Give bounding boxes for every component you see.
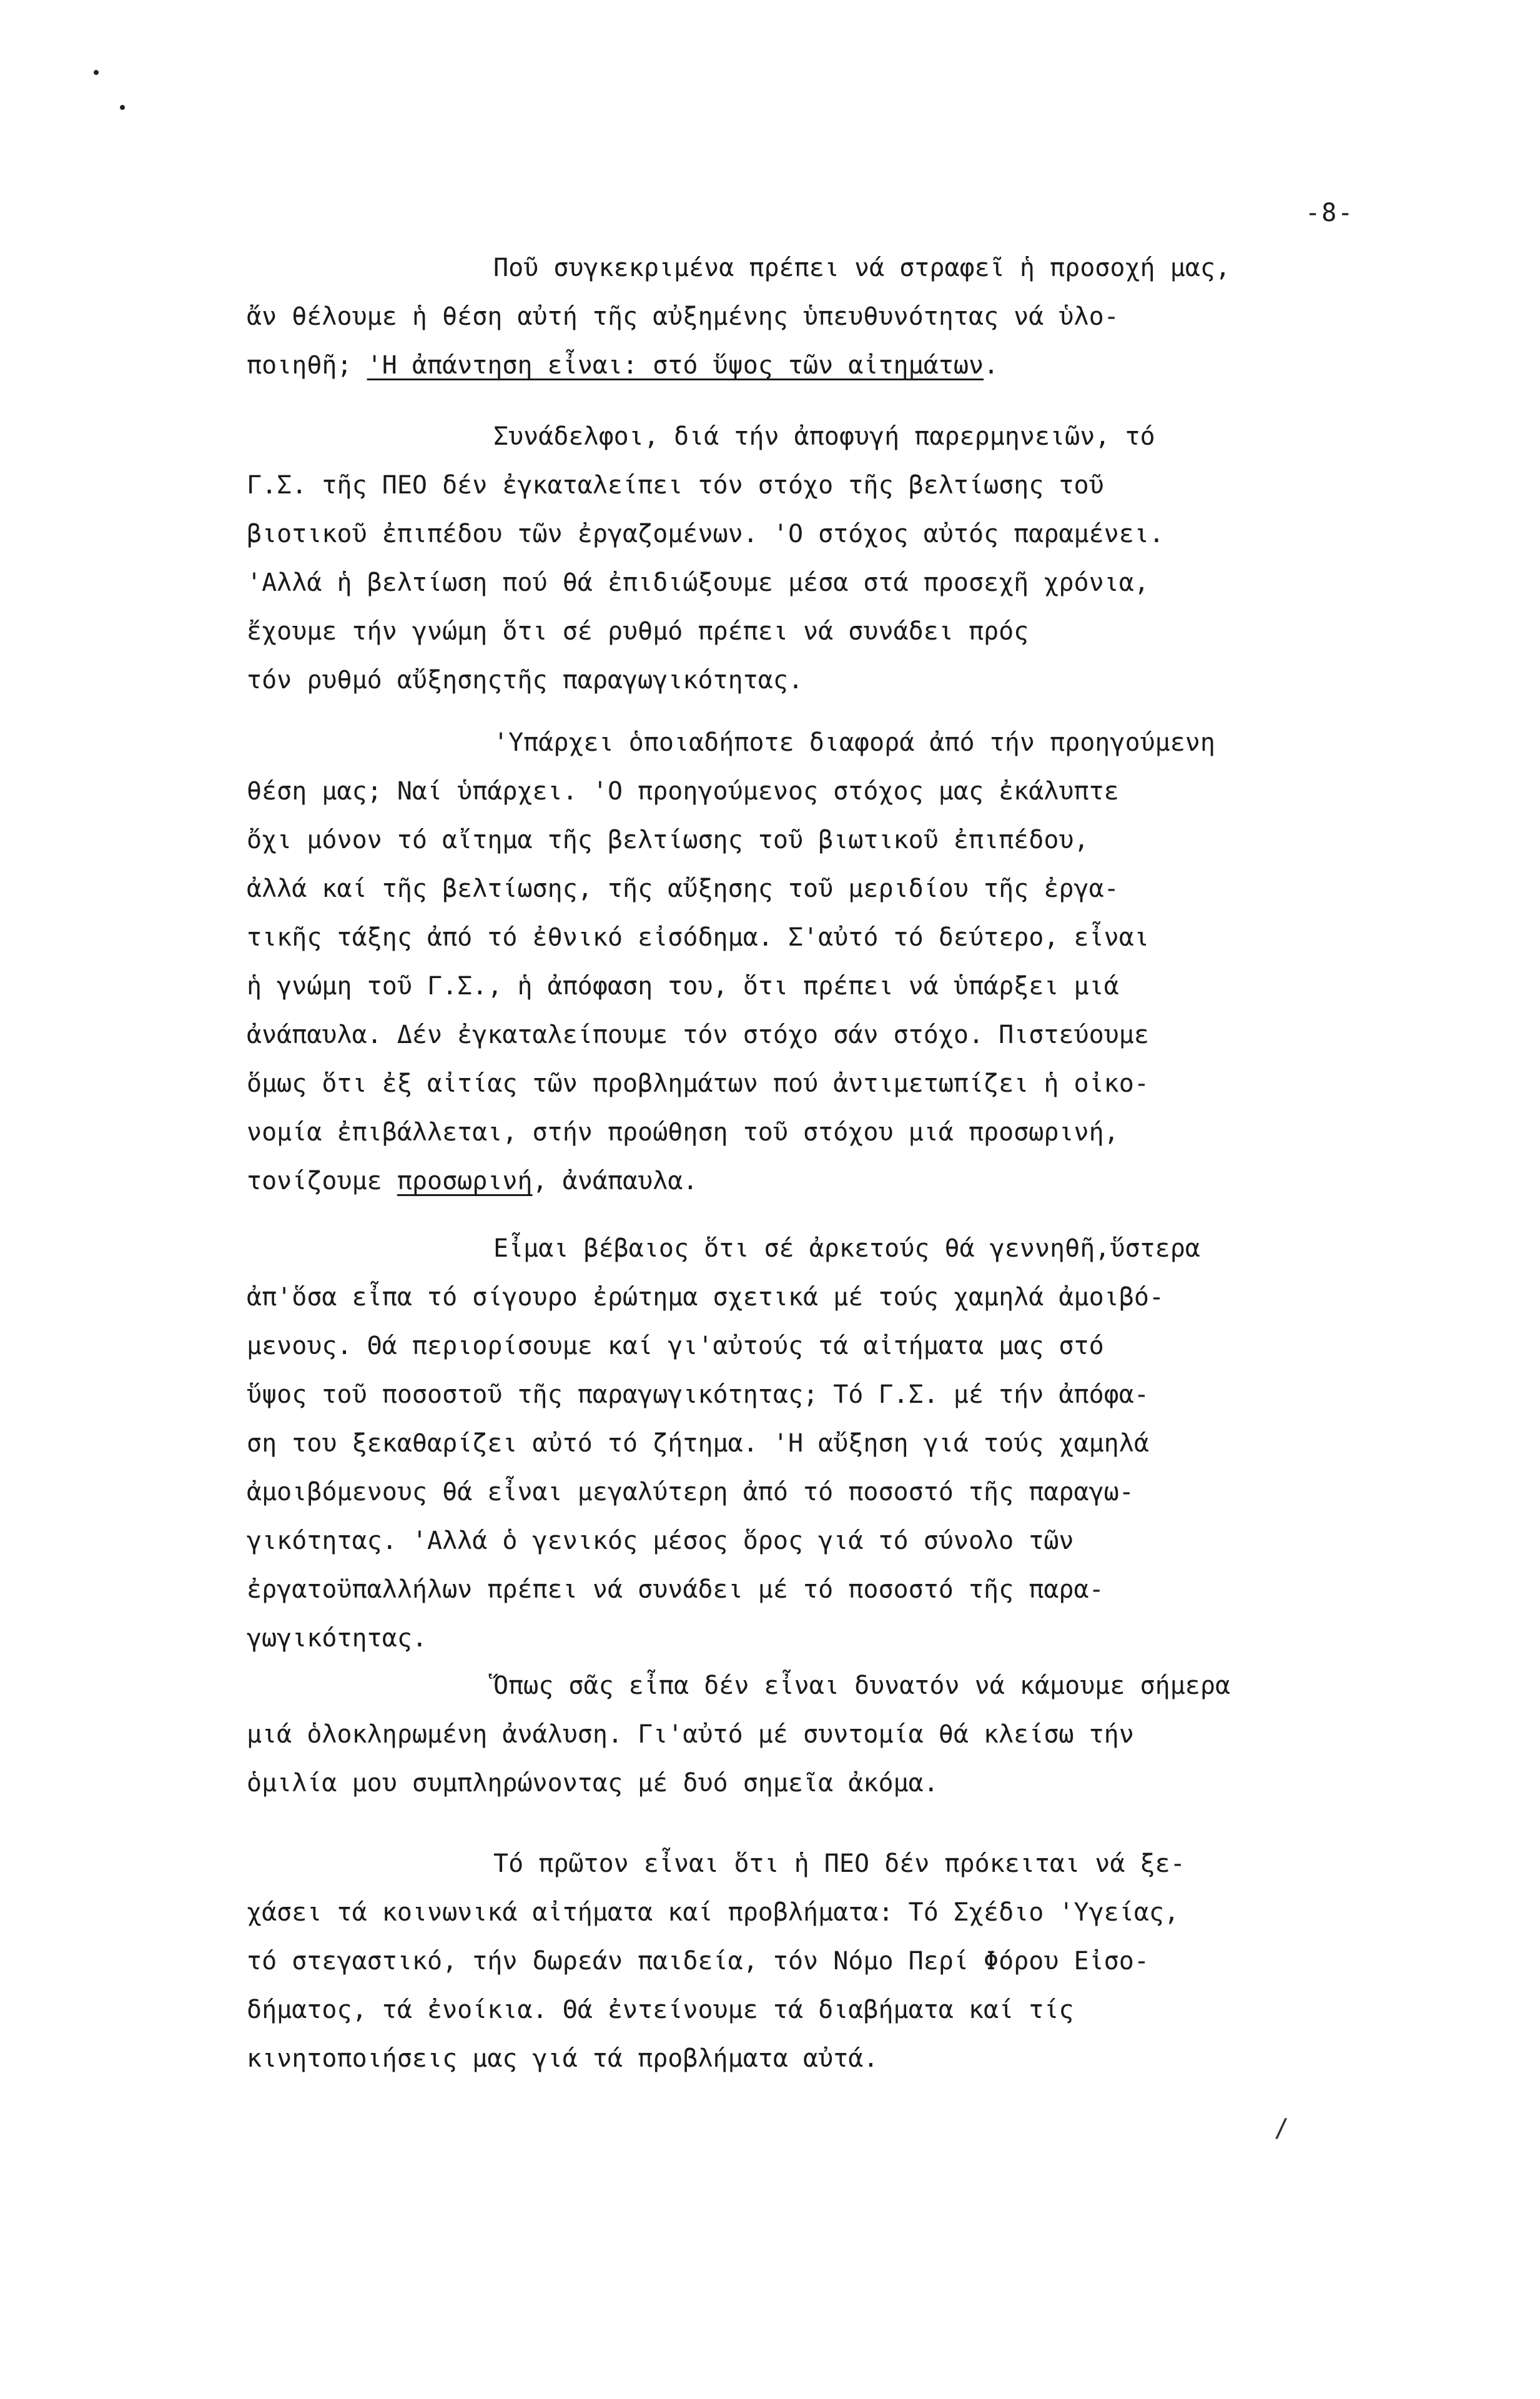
text-run: ἀμοιβόμενους θά εἶναι μεγαλύτερη ἀπό τό ποσοστό τῆς παραγω-	[247, 1478, 1134, 1506]
text-line	[247, 1370, 1433, 1419]
text-run: ὁμιλία μου συμπληρώνοντας μέ δυό σημεῖα ἀκόμα.	[247, 1769, 939, 1798]
text-run: τό στεγαστικό, τήν δωρεάν παιδεία, τόν Νόμο Περί Φόρου Εἰσο-	[247, 1947, 1149, 1976]
text-line	[247, 656, 1433, 705]
text-line	[247, 864, 1433, 913]
underlined-text: 'Η ἀπάντηση εἶναι: στό ὕψος τῶν αἰτημάτων	[367, 351, 984, 380]
text-line	[247, 1565, 1433, 1614]
text-line	[247, 341, 1433, 390]
text-line	[247, 1419, 1433, 1468]
text-line	[247, 1888, 1433, 1937]
text-line	[247, 1839, 1433, 1888]
text-line	[247, 816, 1433, 864]
text-run: μιά ὁλοκληρωμένη ἀνάλυση. Γι'αὐτό μέ συντομία θά κλείσω τήν	[247, 1720, 1134, 1749]
text-run: νομία ἐπιβάλλεται, στήν προώθηση τοῦ στόχου μιά προσωρινή,	[247, 1118, 1119, 1147]
underlined-text: προσωρινή	[397, 1167, 533, 1195]
page-number: -8-	[1305, 199, 1355, 227]
text-line	[247, 1157, 1433, 1205]
text-run: ἀνάπαυλα. Δέν ἐγκαταλείπουμε τόν στόχο σάν στόχο. Πιστεύουμε	[247, 1021, 1149, 1049]
text-line	[247, 1986, 1433, 2034]
text-line	[247, 2034, 1433, 2083]
text-run: ση του ξεκαθαρίζει αὐτό τό ζήτημα. 'Η αὔξηση γιά τούς χαμηλά	[247, 1429, 1149, 1458]
text-line	[247, 1273, 1433, 1322]
text-run: ἡ γνώμη τοῦ Γ.Σ., ἡ ἀπόφαση του, ὅτι πρέπει νά ὑπάρξει μιά	[247, 972, 1119, 1001]
text-line	[247, 1614, 1433, 1663]
text-line	[247, 1468, 1433, 1516]
text-run: Εἶμαι βέβαιος ὅτι σέ ἀρκετούς θά γεννηθῆ,ὕστερα	[493, 1234, 1200, 1263]
text-line	[247, 244, 1433, 292]
text-line	[247, 718, 1433, 767]
text-run: ἄν θέλουμε ἡ θέση αὐτή τῆς αὐξημένης ὑπευθυνότητας νά ὑλο-	[247, 302, 1119, 331]
text-run: γωγικότητας.	[247, 1624, 427, 1653]
text-run: ποιηθῆ;	[247, 351, 367, 380]
text-run: χάσει τά κοινωνικά αἰτήματα καί προβλήματα: Τό Σχέδιο 'Υγείας,	[247, 1898, 1180, 1927]
paragraph	[247, 1839, 1433, 2083]
scan-speck	[120, 105, 125, 110]
text-run: βιοτικοῦ ἐπιπέδου τῶν ἐργαζομένων. 'Ο στόχος αὐτός παραμένει.	[247, 520, 1165, 548]
text-run: ἀλλά καί τῆς βελτίωσης, τῆς αὔξησης τοῦ μεριδίου τῆς ἐργα-	[247, 874, 1119, 903]
text-line	[247, 1011, 1433, 1059]
text-line	[247, 510, 1433, 558]
text-run: 'Υπάρχει ὁποιαδήποτε διαφορά ἀπό τήν προηγούμενη	[493, 728, 1215, 757]
text-run: γικότητας. 'Αλλά ὁ γενικός μέσος ὅρος γιά τό σύνολο τῶν	[247, 1526, 1074, 1555]
text-run: Τό πρῶτον εἶναι ὅτι ἡ ΠΕΟ δέν πρόκειται νά ξε-	[493, 1849, 1185, 1878]
text-line	[247, 913, 1433, 962]
paragraph	[247, 244, 1433, 390]
text-line	[247, 1322, 1433, 1370]
text-line	[247, 558, 1433, 607]
text-line	[247, 1661, 1433, 1710]
text-run: Συνάδελφοι, διά τήν ἀποφυγή παρερμηνειῶν, τό	[493, 422, 1155, 451]
text-line	[247, 607, 1433, 656]
paragraph	[247, 718, 1433, 1205]
end-mark: /	[1274, 2114, 1290, 2143]
text-run: μενους. Θά περιορίσουμε καί γι'αὐτούς τά αἰτήματα μας στό	[247, 1332, 1104, 1360]
paragraph	[247, 412, 1433, 705]
text-run: τονίζουμε	[247, 1167, 397, 1195]
text-run: κινητοποιήσεις μας γιά τά προβλήματα αὐτά.	[247, 2044, 879, 2073]
text-line	[247, 962, 1433, 1011]
paragraph	[247, 1661, 1433, 1808]
text-line	[247, 1108, 1433, 1157]
text-line	[247, 292, 1433, 341]
text-run: .	[984, 351, 999, 380]
text-run: Γ.Σ. τῆς ΠΕΟ δέν ἐγκαταλείπει τόν στόχο τῆς βελτίωσης τοῦ	[247, 471, 1104, 500]
text-run: τόν ρυθμό αὔξησηςτῆς παραγωγικότητας.	[247, 666, 804, 695]
text-line	[247, 1224, 1433, 1273]
text-line	[247, 767, 1433, 816]
text-run: τικῆς τάξης ἀπό τό ἐθνικό εἰσόδημα. Σ'αὐτό τό δεύτερο, εἶναι	[247, 923, 1149, 952]
text-line	[247, 412, 1433, 461]
text-run: θέση μας; Ναί ὑπάρχει. 'Ο προηγούμενος στόχος μας ἐκάλυπτε	[247, 777, 1119, 806]
scan-speck	[94, 70, 99, 75]
text-run: ἔχουμε τήν γνώμη ὅτι σέ ρυθμό πρέπει νά συνάδει πρός	[247, 617, 1029, 646]
text-run: Ποῦ συγκεκριμένα πρέπει νά στραφεῖ ἡ προσοχή μας,	[493, 254, 1231, 282]
text-line	[247, 1059, 1433, 1108]
text-run: ὕψος τοῦ ποσοστοῦ τῆς παραγωγικότητας; Τό Γ.Σ. μέ τήν ἀπόφα-	[247, 1380, 1149, 1409]
text-run: , ἀνάπαυλα.	[532, 1167, 698, 1195]
text-run: Ὅπως σᾶς εἶπα δέν εἶναι δυνατόν νά κάμουμε σήμερα	[493, 1671, 1231, 1700]
text-line	[247, 1759, 1433, 1808]
text-line	[247, 461, 1433, 510]
text-line	[247, 1516, 1433, 1565]
text-run: 'Αλλά ἡ βελτίωση πού θά ἐπιδιώξουμε μέσα στά προσεχῆ χρόνια,	[247, 568, 1149, 597]
text-run: δήματος, τά ἐνοίκια. Θά ἐντείνουμε τά διαβήματα καί τίς	[247, 1996, 1074, 2024]
text-line	[247, 1937, 1433, 1986]
text-run: ἐργατοϋπαλλήλων πρέπει νά συνάδει μέ τό ποσοστό τῆς παρα-	[247, 1575, 1104, 1604]
text-run: ἀπ'ὅσα εἶπα τό σίγουρο ἐρώτημα σχετικά μέ τούς χαμηλά ἀμοιβό-	[247, 1283, 1165, 1312]
text-line	[247, 1710, 1433, 1759]
text-run: ὅμως ὅτι ἐξ αἰτίας τῶν προβλημάτων πού ἀντιμετωπίζει ἡ οἰκο-	[247, 1069, 1149, 1098]
text-run: ὄχι μόνον τό αἴτημα τῆς βελτίωσης τοῦ βιωτικοῦ ἐπιπέδου,	[247, 826, 1089, 854]
paragraph	[247, 1224, 1433, 1663]
